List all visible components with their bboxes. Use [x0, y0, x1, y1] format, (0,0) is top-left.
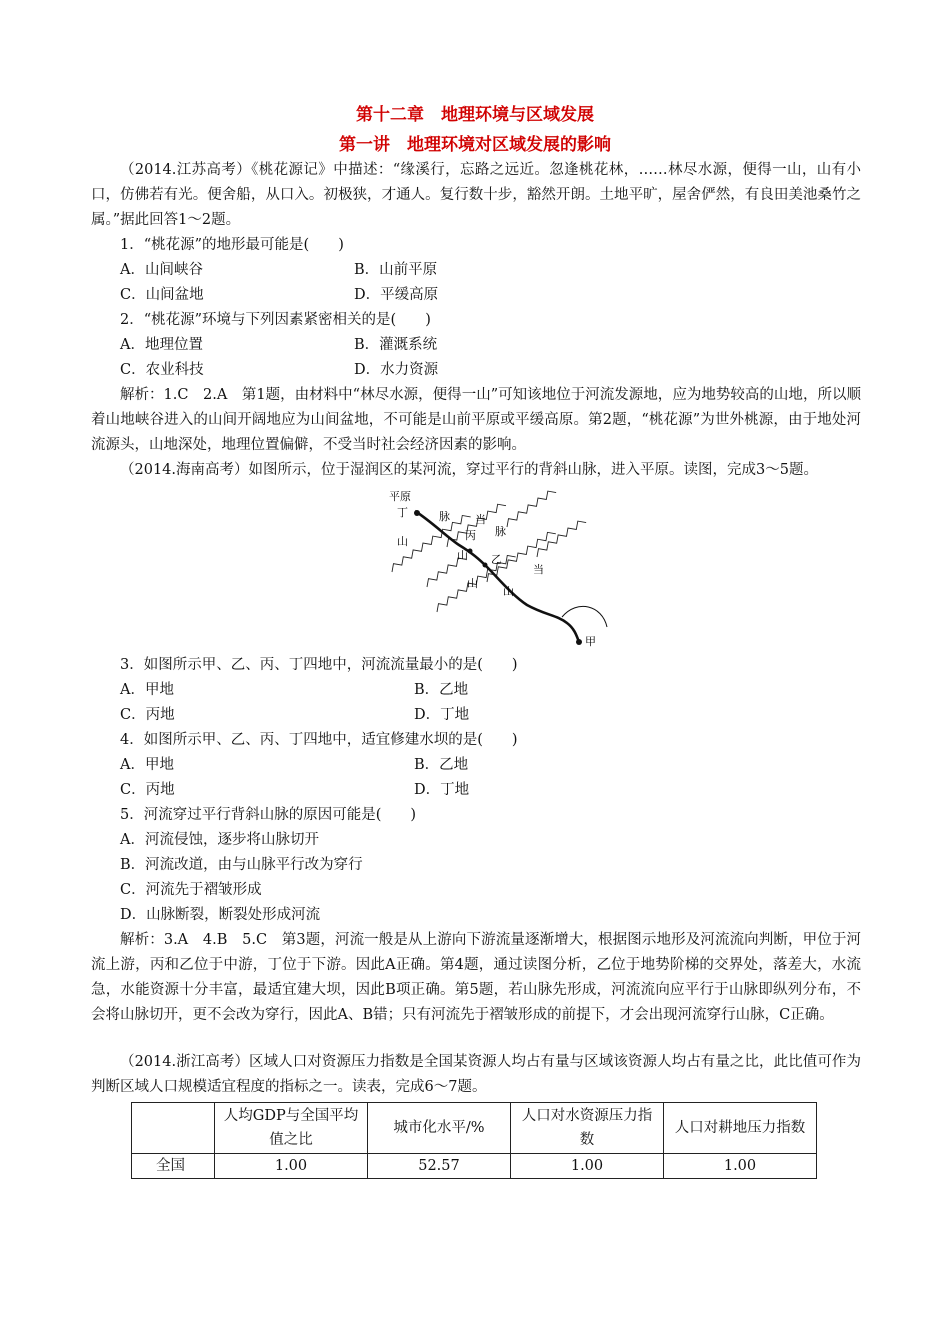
option-row [91, 753, 861, 778]
option-row [91, 358, 861, 383]
point-jia [576, 639, 582, 645]
question-stem: 2．“桃花源”环境与下列因素紧密相关的是( ) [120, 312, 431, 328]
passage-intro-3: （2014.浙江高考）区域人口对资源压力指数是全国某资源人均占有量与区域该资源人均占有量之比，此比值可作为判断区域人口规模适宜程度的指标之一。读表，完成6～7题。 [91, 1054, 861, 1095]
option: A．甲地 [120, 682, 174, 698]
table-header-cell [132, 1103, 215, 1154]
table-cell: 52.57 [368, 1154, 511, 1179]
mountain-ridges [389, 488, 587, 612]
option-row [91, 283, 861, 308]
analysis-2: 解析：3.A 4.B 5.C 第3题，河流一般是从上游向下游流量逐渐增大，根据图示地形及河流流向判断，甲位于河流上游，丙和乙位于中游，丁位于下游。因此A正确。第4题，通过读图分析，乙位于地势阶梯的交界处，落差大，水流急，水能资源十分丰富，最适宜建大坝，因此B项正确。第5题，若山脉先形成，河流流向应平行于山脉即纵列分布，不会将山脉切开，更不会改为穿行，因此A、B错；只有河流先于褶皱形成的前提下，才会出现河流穿行山脉，C正确。 [91, 932, 861, 1023]
option: B．乙地 [414, 757, 469, 773]
option-row [91, 778, 861, 803]
question-stem: 4．如图所示甲、乙、丙、丁四地中，适宜修建水坝的是( ) [120, 732, 518, 748]
option: B．山前平原 [354, 262, 438, 278]
option: D．平缓高原 [354, 287, 439, 303]
label-ding: 丁 [397, 506, 408, 519]
point-yi [483, 563, 488, 568]
label-dang-2: 当 [533, 563, 544, 576]
question-stem: 1．“桃花源”的地形最可能是( ) [120, 237, 344, 253]
river-map-svg [387, 487, 627, 647]
table-header-cell: 城市化水平/% [368, 1103, 511, 1154]
analysis-1: 解析：1.C 2.A 第1题，由材料中“林尽水源，便得一山”可知该地位于河流发源地，应为地势较高的山地，所以顺着山地峡谷进入的山间开阔地应为山间盆地，不可能是山前平原或平缓高原。第2题，“桃花源”为世外桃源，由于地处河流源头，山地深处，地理位置偏僻，不受当时社会经济因素的影响。 [91, 387, 861, 453]
label-dang: 当 [475, 513, 486, 526]
option-row [91, 678, 861, 703]
option: B．河流改道，由与山脉平行改为穿行 [120, 857, 363, 873]
option: A．甲地 [120, 757, 174, 773]
option: C．山间盆地 [120, 287, 204, 303]
table-cell: 1.00 [511, 1154, 664, 1179]
table-header-cell: 人口对水资源压力指数 [511, 1103, 664, 1154]
option: D．丁地 [414, 782, 470, 798]
option: B．乙地 [414, 682, 469, 698]
option: D．丁地 [414, 707, 470, 723]
question-stem: 3．如图所示甲、乙、丙、丁四地中，河流流量最小的是( ) [120, 657, 518, 673]
table-cell: 全国 [132, 1154, 215, 1179]
lesson-title: 第一讲 地理环境对区域发展的影响 [339, 135, 611, 155]
option: B．灌溉系统 [354, 337, 438, 353]
chapter-title: 第十二章 地理环境与区域发展 [356, 105, 594, 125]
option: A．山间峡谷 [120, 262, 203, 278]
table-header-cell: 人均GDP与全国平均值之比 [215, 1103, 368, 1154]
table-cell: 1.00 [664, 1154, 817, 1179]
question-stem: 5．河流穿过平行背斜山脉的原因可能是( ) [120, 807, 417, 823]
pressure-index-table [131, 1102, 817, 1179]
option: A．地理位置 [120, 337, 203, 353]
label-shan-4: 山 [503, 585, 514, 598]
point-bing [468, 549, 473, 554]
option-row [91, 333, 861, 358]
passage-intro-2: （2014.海南高考）如图所示，位于湿润区的某河流，穿过平行的背斜山脉，进入平原。读图，完成3～5题。 [120, 462, 818, 478]
option: C．丙地 [120, 707, 175, 723]
document-body [91, 158, 861, 1179]
option: C．河流先于褶皱形成 [120, 882, 262, 898]
table-row [132, 1154, 817, 1179]
passage-intro-1: （2014.江苏高考）《桃花源记》中描述：“缘溪行，忘路之远近。忽逢桃花林，……林尽水源，便得一山，山有小口，仿佛若有光。便舍船，从口入。初极狭，才通人。复行数十步，豁然开朗。土地平旷，屋舍俨然，有良田美池桑竹之属。”据此回答1～2题。 [91, 162, 861, 228]
table-header-cell: 人口对耕地压力指数 [664, 1103, 817, 1154]
label-shan-2: 山 [457, 549, 468, 562]
label-jia: 甲 [585, 635, 596, 647]
table-header-row [132, 1103, 817, 1154]
label-shan-3: 山 [467, 577, 478, 590]
option: A．河流侵蚀，逐步将山脉切开 [120, 832, 319, 848]
option: D．山脉断裂，断裂处形成河流 [120, 907, 321, 923]
option: C．农业科技 [120, 362, 204, 378]
point-ding [414, 510, 420, 516]
option: D．水力资源 [354, 362, 439, 378]
label-shan: 山 [397, 535, 408, 548]
label-bing: 丙 [465, 529, 476, 542]
label-plain: 平原 [389, 490, 411, 503]
option-row [91, 258, 861, 283]
label-yi: 乙 [491, 553, 502, 566]
option: C．丙地 [120, 782, 175, 798]
river-mountain-figure [91, 487, 861, 647]
label-mai: 脉 [439, 510, 450, 523]
table-cell: 1.00 [215, 1154, 368, 1179]
option-row [91, 703, 861, 728]
label-mai-2: 脉 [495, 525, 506, 538]
